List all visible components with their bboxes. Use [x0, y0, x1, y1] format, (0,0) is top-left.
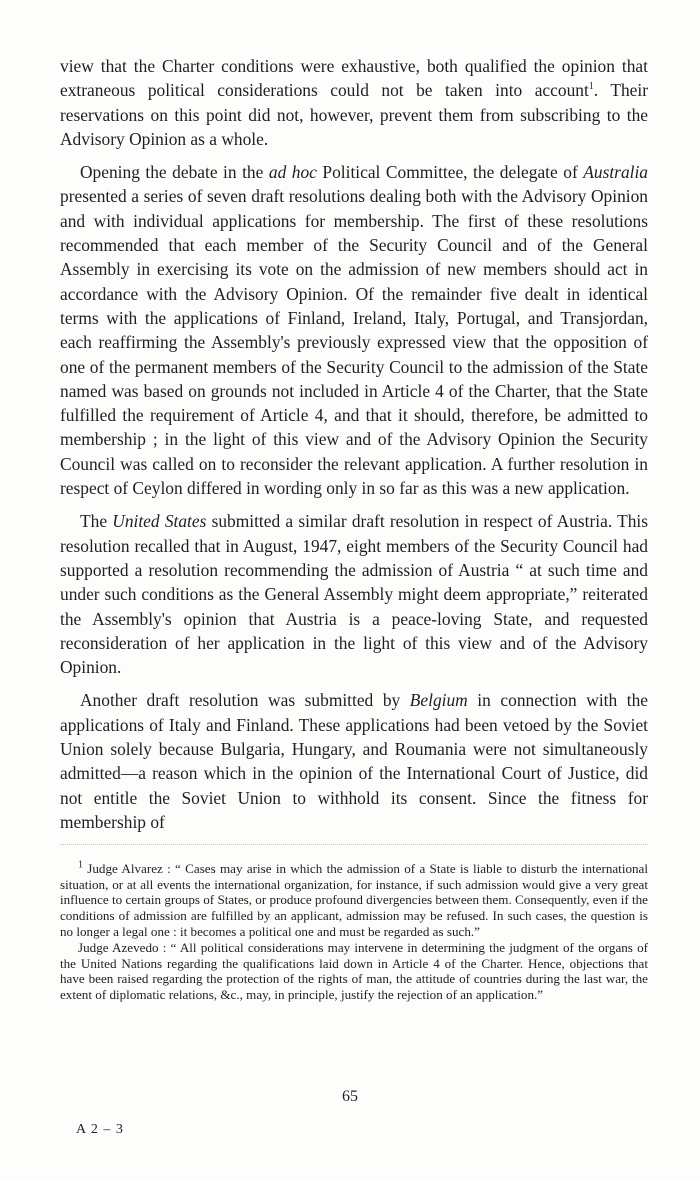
- italic-belgium: Belgium: [409, 690, 468, 711]
- paragraph-2-part-b: Political Committee, the delegate of: [316, 162, 584, 183]
- page-body: [60, 54, 648, 1003]
- footnote-2: Judge Azevedo : “ All political considerations may intervene in determining the judgment of the organs of the United Nations regarding the qualifications laid down in Article 4 of the Charter. Hence, objections that have been raised regarding the protection of the rights of man, the attitude of countries during the last war, the extent of diplomatic relations, &c., may, in principle, justify the rejection of an application.”: [60, 940, 648, 1002]
- paragraph-1-text: view that the Charter conditions were exhaustive, both qualified the opinion that extraneous political considerations could not be taken into account: [60, 56, 648, 101]
- italic-australia: Australia: [583, 162, 649, 183]
- paragraph-1-tail: . Their reservations on this point did not, however, prevent them from subscribing to the Advisory Opinion as a whole.: [60, 80, 648, 149]
- paragraph-2-part-a: Opening the debate in the: [80, 162, 269, 183]
- footnote-1-text: Judge Alvarez : “ Cases may arise in which the admission of a State is liable to disturb the international situation, or at all events the international organization, for instance, if such admission would give a very great influence to certain groups of States, or produce profound divergencies between them. Consequently, even if the conditions of admission are fulfilled by an applicant, admission may be refused. In such cases, the question is no longer a legal one : it becomes a political one and must be regarded as such.”: [60, 861, 648, 939]
- paragraph-4-part-a: Another draft resolution was submitted by: [80, 690, 410, 711]
- footnote-1: [60, 861, 648, 939]
- italic-united-states: United States: [112, 511, 207, 532]
- footnote-1-marker: 1: [78, 859, 83, 871]
- paragraph-3-part-a: The: [80, 511, 113, 532]
- paragraph-4: [60, 688, 648, 834]
- footnote-ref-1: 1: [588, 81, 594, 93]
- paragraph-1: [60, 54, 648, 151]
- page-number: 65: [342, 1088, 358, 1105]
- paragraph-3-part-b: submitted a similar draft resolution in respect of Austria. This resolution recalled that in August, 1947, eight members of the Security Council had supported a resolution recommending the admission of Austria “ at such time and under such conditions as the General Assembly might deem appropriate,” reiterated the Assembly's opinion that Austria is a peace-loving State, and requested reconsideration of her application in the light of this view and of the Advisory Opinion.: [60, 511, 648, 678]
- italic-ad-hoc: ad hoc: [268, 162, 317, 183]
- signature-mark: A 2 – 3: [76, 1122, 124, 1137]
- paragraph-4-part-b: in connection with the applications of Italy and Finland. These applications had been vetoed by the Soviet Union solely because Bulgaria, Hungary, and Roumania were not simultaneously admitted—a reason which in the opinion of the International Court of Justice, did not entitle the Soviet Union to withhold its consent. Since the fitness for membership of: [60, 690, 648, 832]
- paragraph-2-part-c: presented a series of seven draft resolutions dealing both with the Advisory Opinion and with individual applications for membership. The first of these resolutions recommended that each member of the Security Council and of the General Assembly in exercising its vote on the admission of new members should act in accordance with the Advisory Opinion. Of the remainder five dealt in identical terms with the applications of Finland, Ireland, Italy, Portugal, and Transjordan, each reaffirming the Assembly's previously expressed view that the opposition of one of the permanent members of the Security Council to the admission of the State named was based on grounds not included in Article 4 of the Charter, that the State fulfilled the requirement of Article 4, and that it should, therefore, be admitted to membership ; in the light of this view and of the Advisory Opinion the Security Council was called on to reconsider the relevant application. A further resolution in respect of Ceylon differed in wording only in so far as this was a new application.: [60, 186, 648, 499]
- footnote-divider: [60, 844, 648, 845]
- paragraph-3: [60, 509, 648, 679]
- paragraph-2: [60, 160, 648, 500]
